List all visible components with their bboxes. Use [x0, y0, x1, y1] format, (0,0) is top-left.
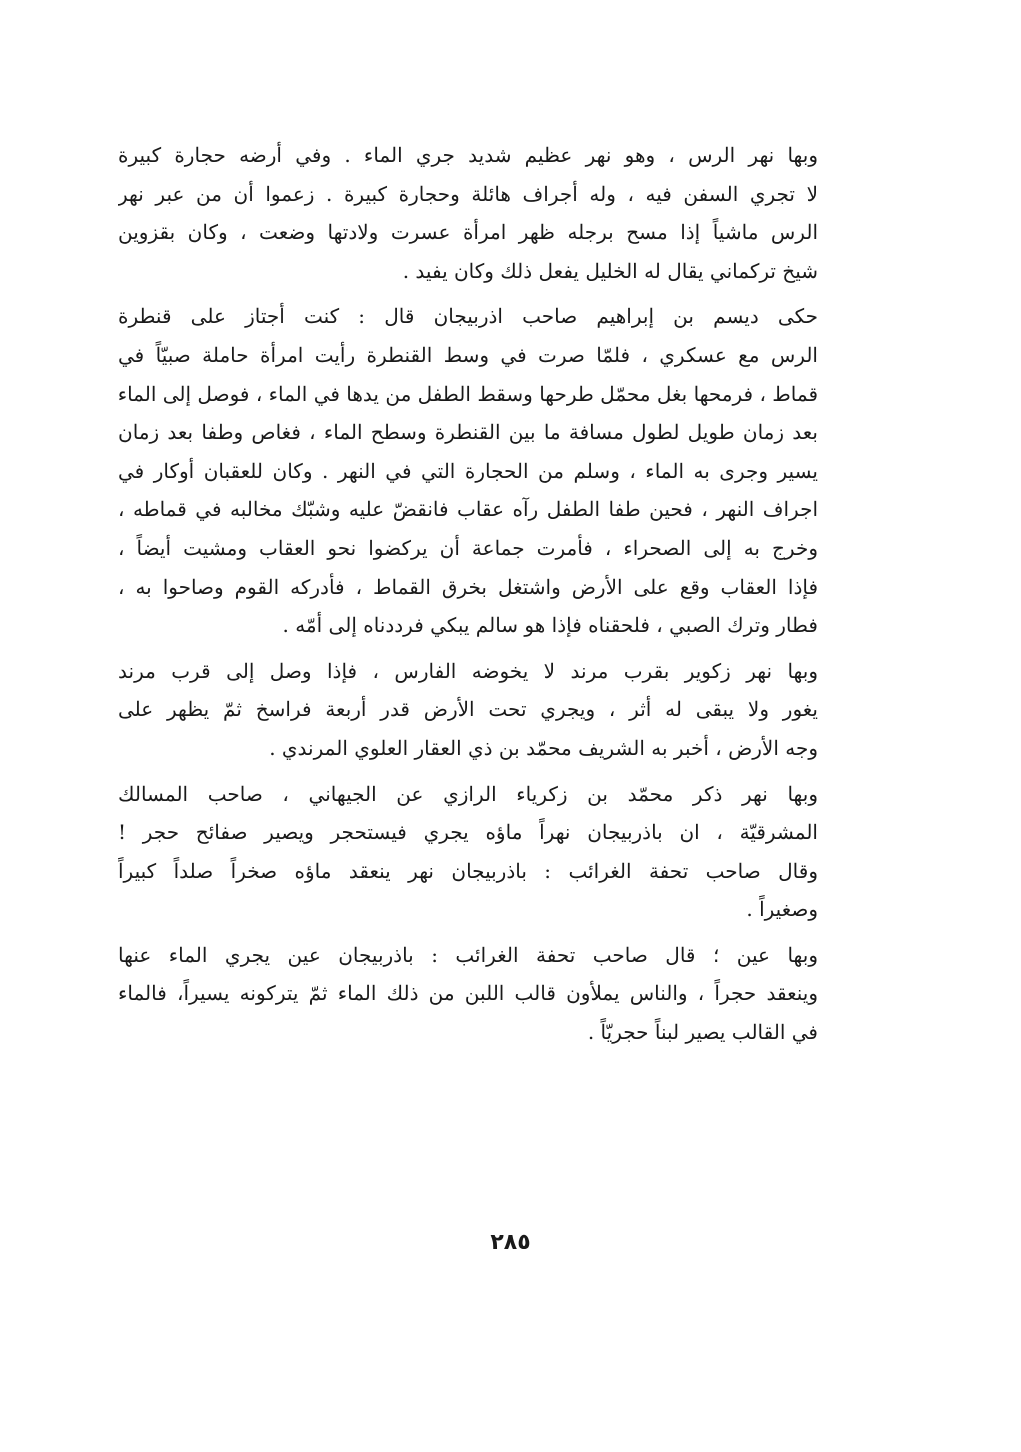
text-line: الرس مع عسكري ، فلمّا صرت في وسط القنطرة رأيت امرأة حاملة صبيّاً في: [118, 342, 818, 367]
text-line: وبها نهر زكوير بقرب مرند لا يخوضه الفارس ، فإذا وصل إلى قرب مرند: [118, 658, 818, 683]
text-line: لا تجري السفن فيه ، وله أجراف هائلة وحجارة كبيرة . زعموا أن من عبر نهر: [118, 181, 818, 206]
text-line: في القالب يصير لبناً حجريّاً .: [587, 1020, 818, 1045]
text-line: وقال صاحب تحفة الغرائب : باذربيجان نهر ينعقد ماؤه صخراً صلداً كبيراً: [118, 858, 818, 883]
text-line: يغور ولا يبقى له أثر ، ويجري تحت الأرض قدر أربعة فراسخ ثمّ يظهر على: [118, 697, 818, 722]
page-number: ٢٨٥: [490, 1230, 531, 1255]
paragraph: [118, 297, 818, 644]
text-line: يسير وجرى به الماء ، وسلم من الحجارة التي في النهر . وكان للعقبان أوكار في: [118, 458, 818, 483]
text-line: وينعقد حجراً ، والناس يملأون قالب اللبن من ذلك الماء ثمّ يتركونه يسيراً، فالماء: [118, 981, 818, 1006]
text-line: وبها نهر الرس ، وهو نهر عظيم شديد جري الماء . وفي أرضه حجارة كبيرة: [118, 143, 818, 167]
text-line: شيخ تركماني يقال له الخليل يفعل ذلك وكان يفيد .: [402, 258, 818, 283]
paragraph: [118, 936, 818, 1052]
text-line: اجراف النهر ، فحين طفا الطفل رآه عقاب فانقضّ عليه وشبّك مخالبه في قماطه ،: [118, 497, 818, 522]
text-line: فطار وترك الصبي ، فلحقناه فإذا هو سالم يبكي فرددناه إلى أمّه .: [282, 613, 818, 638]
text-line: بعد زمان طويل لطول مسافة ما بين القنطرة وسطح الماء ، فغاص وطفا بعد زمان: [118, 420, 818, 445]
paragraph: [118, 775, 818, 929]
text-line: وجه الأرض ، أخبر به الشريف محمّد بن ذي العقار العلوي المرندي .: [269, 735, 818, 760]
text-line: فإذا العقاب وقع على الأرض واشتغل بخرق القماط ، فأدركه القوم وصاحوا به ،: [118, 574, 818, 599]
paragraph: [118, 652, 818, 768]
text-line: وصغيراً .: [746, 897, 818, 922]
text-line: وخرج به إلى الصحراء ، فأمرت جماعة أن يركضوا نحو العقاب ومشيت أيضاً ،: [118, 535, 818, 560]
text-line: حكى ديسم بن إبراهيم صاحب اذربيجان قال : كنت أجتاز على قنطرة: [118, 304, 818, 329]
text-line: وبها نهر ذكر محمّد بن زكرياء الرازي عن الجيهاني ، صاحب المسالك: [118, 781, 818, 806]
text-line: قماط ، فرمحها بغل محمّل طرحها وسقط الطفل من يدها في الماء ، فوصل إلى الماء: [118, 381, 818, 406]
text-line: وبها عين ؛ قال صاحب تحفة الغرائب : باذربيجان عين يجري الماء عنها: [118, 942, 818, 967]
paragraph: [118, 136, 818, 290]
text-line: الرس ماشياً إذا مسح برجله ظهر امرأة عسرت ولادتها وضعت ، وكان بقزوين: [118, 220, 818, 245]
text-line: المشرقيّة ، ان باذربيجان نهراً ماؤه يجري فيستحجر ويصير صفائح حجر !: [118, 820, 818, 845]
body-text: [118, 136, 818, 1059]
